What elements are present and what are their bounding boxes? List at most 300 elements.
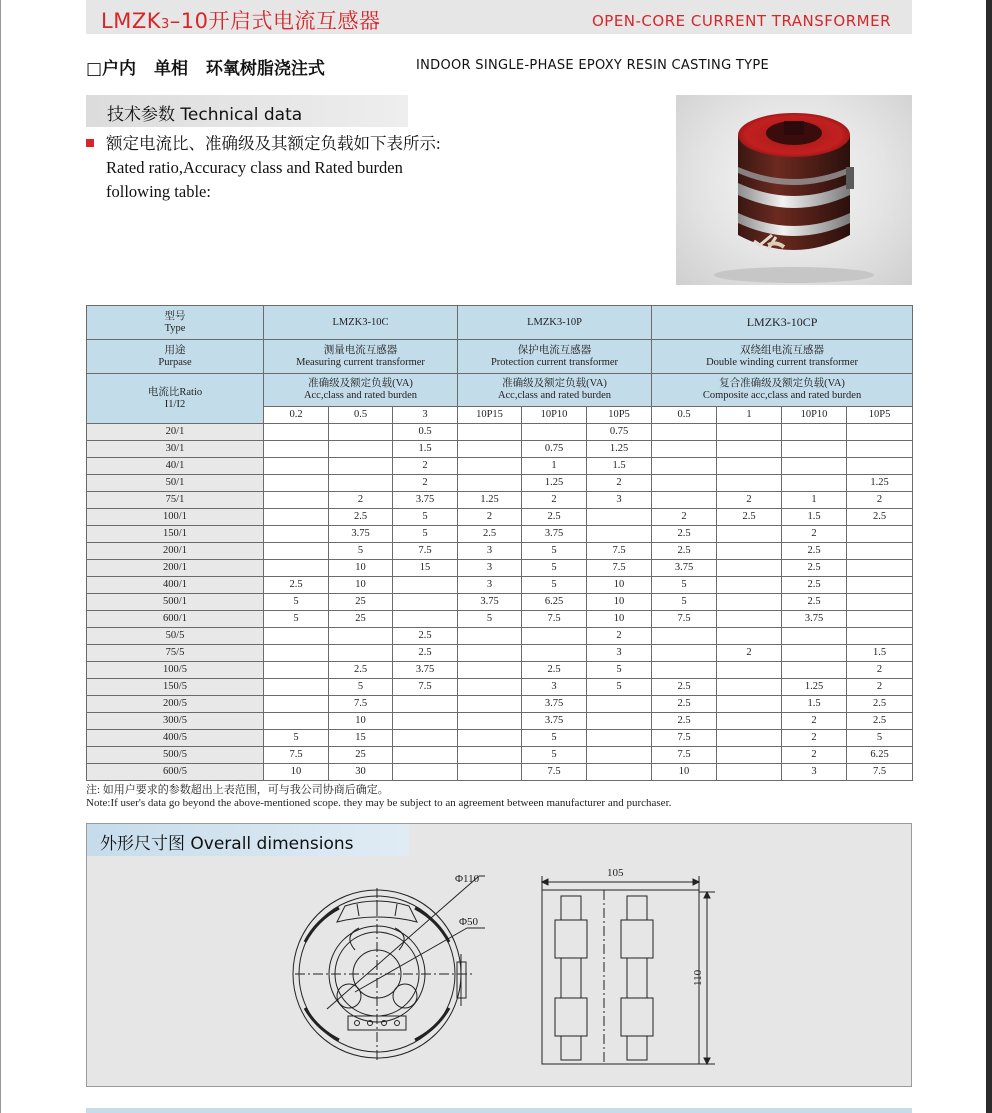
- table-row: [87, 509, 913, 526]
- burden-cell: [717, 594, 782, 611]
- burden-cell: 2: [652, 509, 717, 526]
- subtitle-chinese: □户内 单相 环氧树脂浇注式: [86, 59, 325, 79]
- purpose-row: [87, 340, 913, 374]
- dimensions-panel: [86, 823, 912, 1087]
- ratio-sub-label: I1/I2: [164, 398, 186, 410]
- dimension-drawing: [87, 824, 913, 1088]
- burden-cell: 3.75: [458, 594, 522, 611]
- page-title: [101, 5, 381, 35]
- ratio-cell: 200/1: [87, 560, 264, 577]
- burden-cell: [587, 764, 652, 781]
- table-row: [87, 458, 913, 475]
- burden-cell: [393, 730, 458, 747]
- burden-cell: [393, 594, 458, 611]
- burden-cell: [264, 645, 329, 662]
- burden-cell: 3: [458, 577, 522, 594]
- burden-cell: [782, 441, 847, 458]
- burden-cell: 3: [458, 560, 522, 577]
- ratio-cell: 75/5: [87, 645, 264, 662]
- accuracy-class-header: 10P10: [522, 407, 587, 424]
- inner-diameter-label: Φ50: [459, 916, 479, 928]
- burden-cell: [458, 441, 522, 458]
- accuracy-class-header: 10P15: [458, 407, 522, 424]
- burden-cell: [264, 628, 329, 645]
- burden-cell: [264, 662, 329, 679]
- table-row: [87, 764, 913, 781]
- burden-cell: 10: [587, 577, 652, 594]
- burden-cell: [264, 424, 329, 441]
- class-group-c-en: Acc,class and rated burden: [303, 390, 418, 401]
- page-right-edge: [986, 0, 992, 1113]
- burden-cell: 10: [652, 764, 717, 781]
- burden-cell: [652, 645, 717, 662]
- intro-english-line1: Rated ratio,Accuracy class and Rated burden: [106, 158, 403, 177]
- burden-cell: [264, 492, 329, 509]
- burden-cell: 5: [264, 611, 329, 628]
- burden-cell: [847, 628, 913, 645]
- purpose-p-cn: 保护电流互感器: [517, 344, 592, 356]
- ratio-label: 电流比Ratio: [147, 386, 203, 398]
- table-row: [87, 475, 913, 492]
- burden-cell: 1.25: [847, 475, 913, 492]
- burden-cell: 0.75: [587, 424, 652, 441]
- class-group-cp-cn: 复合准确级及额定负载(VA): [719, 378, 845, 389]
- burden-cell: [782, 424, 847, 441]
- table-row: [87, 424, 913, 441]
- burden-cell: 2.5: [458, 526, 522, 543]
- burden-cell: [458, 475, 522, 492]
- intro-chinese: 额定电流比、准确级及其额定负载如下表所示:: [106, 134, 441, 153]
- burden-cell: [264, 441, 329, 458]
- burden-cell: 7.5: [587, 543, 652, 560]
- ratio-cell: 600/5: [87, 764, 264, 781]
- burden-cell: 2.5: [652, 713, 717, 730]
- burden-cell: [717, 424, 782, 441]
- purpose-c-cn: 测量电流互感器: [323, 344, 398, 356]
- burden-cell: [393, 577, 458, 594]
- burden-cell: 2.5: [847, 713, 913, 730]
- burden-cell: [847, 543, 913, 560]
- ratio-cell: 20/1: [87, 424, 264, 441]
- table-row: [87, 577, 913, 594]
- burden-cell: [847, 594, 913, 611]
- burden-cell: [329, 628, 393, 645]
- intro-text: [106, 132, 466, 204]
- burden-cell: 2.5: [717, 509, 782, 526]
- burden-cell: [587, 696, 652, 713]
- type-label-cell: [87, 306, 264, 340]
- burden-cell: [717, 526, 782, 543]
- burden-cell: 2.5: [329, 662, 393, 679]
- bullet-icon: [86, 139, 94, 147]
- burden-cell: 5: [522, 730, 587, 747]
- class-group-row: [87, 374, 913, 407]
- burden-cell: 3.75: [782, 611, 847, 628]
- burden-cell: 1.25: [782, 679, 847, 696]
- burden-cell: 1.5: [587, 458, 652, 475]
- burden-cell: [522, 628, 587, 645]
- burden-cell: 1.5: [782, 509, 847, 526]
- burden-cell: [522, 424, 587, 441]
- accuracy-class-header: 10P10: [782, 407, 847, 424]
- ratio-cell: 50/5: [87, 628, 264, 645]
- accuracy-class-header: 0.2: [264, 407, 329, 424]
- burden-cell: 5: [587, 662, 652, 679]
- table-row: [87, 611, 913, 628]
- ratio-label-cell: [87, 374, 264, 424]
- title-model-sub: 3: [160, 17, 170, 32]
- burden-cell: [717, 679, 782, 696]
- ratio-cell: 200/5: [87, 696, 264, 713]
- purpose-label-cell: [87, 340, 264, 374]
- burden-cell: [717, 560, 782, 577]
- ratio-cell: 500/5: [87, 747, 264, 764]
- page-title-english: OPEN-CORE CURRENT TRANSFORMER: [591, 12, 891, 30]
- transformer-illustration: [676, 95, 912, 285]
- burden-cell: 2.5: [522, 662, 587, 679]
- burden-cell: [393, 764, 458, 781]
- burden-cell: 2.5: [652, 679, 717, 696]
- class-group-p-cn: 准确级及额定负载(VA): [502, 378, 607, 389]
- burden-cell: 7.5: [652, 611, 717, 628]
- burden-cell: 2.5: [782, 543, 847, 560]
- burden-cell: [587, 509, 652, 526]
- burden-cell: 2: [717, 492, 782, 509]
- purpose-c-cell: [264, 340, 458, 374]
- title-product-name: –10开启式电流互感器: [169, 9, 381, 33]
- burden-cell: [393, 611, 458, 628]
- burden-cell: [264, 509, 329, 526]
- class-group-p: [458, 374, 652, 407]
- burden-cell: 2: [782, 747, 847, 764]
- burden-cell: 7.5: [393, 679, 458, 696]
- burden-cell: 2.5: [393, 628, 458, 645]
- table-row: [87, 543, 913, 560]
- model-cp-cell: LMZK3-10CP: [652, 306, 913, 340]
- front-view: [293, 876, 485, 1060]
- burden-cell: [458, 747, 522, 764]
- burden-cell: [717, 611, 782, 628]
- burden-cell: [587, 713, 652, 730]
- ratio-cell: 75/1: [87, 492, 264, 509]
- burden-cell: [717, 543, 782, 560]
- burden-cell: [458, 730, 522, 747]
- burden-cell: 5: [522, 560, 587, 577]
- burden-cell: [782, 475, 847, 492]
- intro-english-line2: following table:: [106, 182, 211, 201]
- burden-cell: 2: [847, 679, 913, 696]
- burden-cell: 3: [522, 679, 587, 696]
- burden-cell: 6.25: [847, 747, 913, 764]
- table-row: [87, 679, 913, 696]
- ratio-cell: 200/1: [87, 543, 264, 560]
- burden-cell: [652, 492, 717, 509]
- purpose-p-cell: [458, 340, 652, 374]
- table-row: [87, 696, 913, 713]
- class-group-c-cn: 准确级及额定负载(VA): [308, 378, 413, 389]
- ratio-cell: 150/1: [87, 526, 264, 543]
- burden-cell: 6.25: [522, 594, 587, 611]
- burden-cell: [717, 747, 782, 764]
- burden-cell: [717, 662, 782, 679]
- accuracy-class-header: 1: [717, 407, 782, 424]
- burden-cell: 3.75: [652, 560, 717, 577]
- ratio-table-body: [87, 424, 913, 781]
- burden-cell: 2.5: [847, 509, 913, 526]
- burden-cell: [264, 560, 329, 577]
- burden-cell: [458, 764, 522, 781]
- accuracy-class-header: 0.5: [329, 407, 393, 424]
- burden-cell: 2: [847, 492, 913, 509]
- burden-cell: [329, 458, 393, 475]
- burden-cell: [264, 543, 329, 560]
- burden-cell: [782, 458, 847, 475]
- purpose-cp-cn: 双绕组电流互感器: [740, 344, 825, 356]
- burden-cell: 5: [264, 730, 329, 747]
- burden-cell: [782, 628, 847, 645]
- burden-cell: [329, 475, 393, 492]
- burden-cell: 3.75: [522, 526, 587, 543]
- table-row: [87, 594, 913, 611]
- burden-cell: 2: [587, 628, 652, 645]
- burden-cell: 2: [782, 730, 847, 747]
- burden-cell: 2.5: [264, 577, 329, 594]
- burden-cell: [847, 458, 913, 475]
- burden-cell: 3.75: [522, 696, 587, 713]
- burden-cell: [264, 713, 329, 730]
- burden-cell: 5: [329, 543, 393, 560]
- class-group-cp-en: Composite acc,class and rated burden: [702, 390, 862, 401]
- burden-cell: [458, 662, 522, 679]
- purpose-p-en: Protection current transformer: [490, 356, 619, 368]
- burden-cell: 5: [264, 594, 329, 611]
- class-group-cp: [652, 374, 913, 407]
- title-model: LMZK: [101, 9, 161, 33]
- burden-cell: 2: [587, 475, 652, 492]
- burden-cell: 10: [264, 764, 329, 781]
- burden-cell: 2.5: [652, 696, 717, 713]
- burden-cell: [717, 730, 782, 747]
- burden-cell: [458, 679, 522, 696]
- burden-cell: 2: [393, 458, 458, 475]
- subtitle-row: [86, 54, 906, 78]
- burden-cell: 1.25: [522, 475, 587, 492]
- note-english: Note:If user's data go beyond the above-mentioned scope. they may be subject to an agreement between manufacturer and purchaser.: [86, 797, 672, 809]
- burden-cell: 7.5: [652, 730, 717, 747]
- purpose-label-en: Purpase: [158, 356, 192, 368]
- burden-cell: [329, 441, 393, 458]
- burden-cell: 10: [329, 713, 393, 730]
- burden-cell: 5: [329, 679, 393, 696]
- burden-cell: 3.75: [393, 492, 458, 509]
- burden-cell: 2: [522, 492, 587, 509]
- burden-cell: [329, 424, 393, 441]
- burden-cell: [458, 696, 522, 713]
- purpose-cp-en: Double winding current transformer: [706, 356, 858, 368]
- burden-cell: 2: [393, 475, 458, 492]
- burden-cell: 1: [522, 458, 587, 475]
- burden-cell: [847, 611, 913, 628]
- model-c-cell: LMZK3-10C: [264, 306, 458, 340]
- burden-cell: 3.75: [393, 662, 458, 679]
- burden-cell: 2.5: [652, 543, 717, 560]
- table-row: [87, 662, 913, 679]
- burden-cell: 5: [587, 679, 652, 696]
- accuracy-class-header: 0.5: [652, 407, 717, 424]
- burden-cell: 1.5: [782, 696, 847, 713]
- burden-cell: [522, 645, 587, 662]
- burden-cell: 25: [329, 594, 393, 611]
- burden-cell: 1: [782, 492, 847, 509]
- burden-cell: 7.5: [329, 696, 393, 713]
- burden-cell: [458, 713, 522, 730]
- burden-cell: [587, 730, 652, 747]
- accuracy-class-header: 3: [393, 407, 458, 424]
- burden-cell: [458, 458, 522, 475]
- ratio-cell: 100/1: [87, 509, 264, 526]
- burden-cell: [847, 441, 913, 458]
- ratio-cell: 500/1: [87, 594, 264, 611]
- burden-cell: [264, 475, 329, 492]
- burden-cell: [393, 713, 458, 730]
- burden-cell: [652, 475, 717, 492]
- burden-cell: 7.5: [522, 611, 587, 628]
- ratio-cell: 400/5: [87, 730, 264, 747]
- ratio-cell: 600/1: [87, 611, 264, 628]
- type-label-en: Type: [164, 322, 186, 334]
- burden-cell: 2: [782, 526, 847, 543]
- burden-cell: 5: [652, 594, 717, 611]
- burden-cell: [717, 628, 782, 645]
- burden-cell: 3.75: [329, 526, 393, 543]
- burden-cell: [329, 645, 393, 662]
- note-chinese: 注: 如用户要求的参数超出上表范围，可与我公司协商后确定。: [86, 784, 389, 796]
- page-left-edge: [0, 0, 1, 1113]
- burden-cell: [847, 526, 913, 543]
- side-view: [542, 876, 715, 1064]
- burden-cell: 3: [587, 492, 652, 509]
- table-note: [86, 784, 916, 810]
- burden-cell: 3: [587, 645, 652, 662]
- model-p-cell: LMZK3-10P: [458, 306, 652, 340]
- height-dimension-label: 110: [692, 969, 704, 986]
- accuracy-class-header: 10P5: [587, 407, 652, 424]
- burden-cell: 1.5: [393, 441, 458, 458]
- burden-cell: 7.5: [393, 543, 458, 560]
- burden-cell: [717, 441, 782, 458]
- ratio-cell: 400/1: [87, 577, 264, 594]
- ratio-cell: 150/5: [87, 679, 264, 696]
- burden-cell: [717, 764, 782, 781]
- burden-cell: [652, 628, 717, 645]
- burden-cell: 2: [782, 713, 847, 730]
- type-row: [87, 306, 913, 340]
- burden-cell: 5: [393, 509, 458, 526]
- burden-cell: 1.25: [458, 492, 522, 509]
- burden-cell: [652, 662, 717, 679]
- burden-cell: 5: [522, 747, 587, 764]
- burden-cell: 25: [329, 747, 393, 764]
- table-row: [87, 492, 913, 509]
- burden-cell: 25: [329, 611, 393, 628]
- burden-cell: 7.5: [587, 560, 652, 577]
- burden-cell: 2.5: [847, 696, 913, 713]
- table-row: [87, 713, 913, 730]
- table-row: [87, 628, 913, 645]
- burden-cell: 7.5: [522, 764, 587, 781]
- burden-cell: 2.5: [393, 645, 458, 662]
- burden-cell: 5: [652, 577, 717, 594]
- burden-cell: [587, 747, 652, 764]
- burden-cell: 2.5: [522, 509, 587, 526]
- burden-cell: 2: [847, 662, 913, 679]
- class-group-p-en: Acc,class and rated burden: [497, 390, 612, 401]
- burden-cell: 2: [458, 509, 522, 526]
- burden-cell: [652, 424, 717, 441]
- burden-cell: 2: [329, 492, 393, 509]
- burden-cell: 30: [329, 764, 393, 781]
- burden-cell: [652, 458, 717, 475]
- spec-table: [86, 305, 913, 781]
- burden-cell: [847, 577, 913, 594]
- burden-cell: 3.75: [522, 713, 587, 730]
- technical-data-heading: 技术参数 Technical data: [107, 105, 303, 125]
- table-row: [87, 747, 913, 764]
- burden-cell: 2: [717, 645, 782, 662]
- burden-cell: [652, 441, 717, 458]
- burden-cell: [264, 696, 329, 713]
- burden-cell: 3: [782, 764, 847, 781]
- burden-cell: 5: [393, 526, 458, 543]
- burden-cell: 2.5: [782, 594, 847, 611]
- burden-cell: 2.5: [652, 526, 717, 543]
- burden-cell: [717, 577, 782, 594]
- burden-cell: 0.5: [393, 424, 458, 441]
- burden-cell: [782, 645, 847, 662]
- burden-cell: [264, 526, 329, 543]
- ratio-cell: 50/1: [87, 475, 264, 492]
- table-row: [87, 730, 913, 747]
- burden-cell: [847, 560, 913, 577]
- table-row: [87, 526, 913, 543]
- accuracy-class-header: 10P5: [847, 407, 913, 424]
- footer-bar: [86, 1108, 912, 1113]
- burden-cell: [458, 628, 522, 645]
- burden-cell: 10: [329, 560, 393, 577]
- dimensions-heading: 外形尺寸图 Overall dimensions: [100, 834, 354, 854]
- burden-cell: 10: [587, 594, 652, 611]
- ratio-cell: 30/1: [87, 441, 264, 458]
- burden-cell: [393, 747, 458, 764]
- table-row: [87, 441, 913, 458]
- purpose-label-cn: 用途: [164, 344, 186, 356]
- burden-cell: [717, 696, 782, 713]
- burden-cell: [587, 526, 652, 543]
- burden-cell: [717, 475, 782, 492]
- burden-cell: 10: [329, 577, 393, 594]
- burden-cell: 1.25: [587, 441, 652, 458]
- outer-diameter-label: Φ110: [455, 873, 480, 885]
- burden-cell: [847, 424, 913, 441]
- burden-cell: 15: [329, 730, 393, 747]
- ratio-cell: 40/1: [87, 458, 264, 475]
- burden-cell: 7.5: [264, 747, 329, 764]
- purpose-c-en: Measuring current transformer: [296, 356, 425, 368]
- burden-cell: 2.5: [329, 509, 393, 526]
- burden-cell: 5: [458, 611, 522, 628]
- ratio-cell: 100/5: [87, 662, 264, 679]
- burden-cell: 2.5: [782, 577, 847, 594]
